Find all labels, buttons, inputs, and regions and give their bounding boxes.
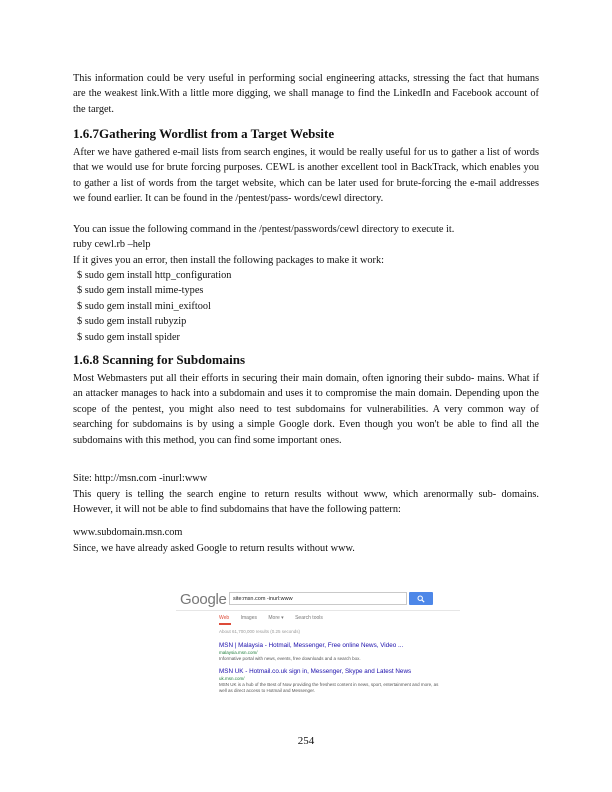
result-snippet: Informative portal with news, events, free downloads and a search box. — [219, 656, 361, 661]
install-command: $ sudo gem install mini_exiftool — [77, 301, 211, 312]
section-heading-subdomains: 1.6.8 Scanning for Subdomains — [73, 352, 246, 367]
install-command: $ sudo gem install rubyzip — [77, 316, 187, 327]
tab-search-tools[interactable]: Search tools — [295, 615, 323, 621]
search-button[interactable] — [409, 592, 433, 605]
install-command: $ sudo gem install http_configuration — [77, 270, 232, 281]
intro-paragraph: This information could be very useful in performing social engineering attacks, stressing the fact that humans are the weakest link.With a little more digging, we shall manage to find the LinkedIn and Facebook account of the target. — [73, 73, 539, 115]
page-number: 254 — [297, 735, 315, 747]
query-explanation-paragraph: This query is telling the search engine to return results without www, which arenormally sub- domains. However, it will not be able to find subdomains that have the following pattern: — [73, 489, 539, 516]
search-result — [219, 642, 439, 662]
result-snippet: MSN UK is a hub of the Best of Now providing the freshest content in news, sport, entertainment and more, as well as direct access to Hotmail and Messenger. — [219, 682, 439, 693]
install-command: $ sudo gem install mime-types — [77, 285, 204, 296]
subdomains-paragraph: Most Webmasters put all their efforts in securing their main domain, often ignoring their subdo- mains. What if an attacker manages to hack into a subdomain and uses it to compromise the main domain. Depending upon the scope of the pentest, you might also need to test subdomains for vulnerabilities. A very common way of searching for subdomains is by using a simple Google dork. Even though you won't be able to find all the subdomains with this method, you can find some important ones. — [73, 373, 539, 446]
tab-web[interactable]: Web — [219, 615, 230, 621]
install-command: $ sudo gem install spider — [77, 332, 180, 343]
command-line: ruby cewl.rb –help — [73, 239, 151, 250]
result-url: malaysia.msn.com/ — [219, 650, 258, 655]
active-tab-indicator — [219, 623, 231, 625]
since-line: Since, we have already asked Google to return results without www. — [73, 543, 355, 554]
wordlist-paragraph: After we have gathered e-mail lists from search engines, it would be really useful for us to gather a list of words that we would use for brute forcing purposes. CEWL is another excellent tool in BackTrack, which enables you to gather a list of words from the target website, which can be later used for brute-forcing the e-mail addresses we found earlier. It can be found in the /pentest/pass- words/cewl directory. — [73, 147, 539, 205]
section-heading-wordlist: 1.6.7Gathering Wordlist from a Target Website — [73, 126, 335, 141]
google-search-screenshot — [176, 588, 460, 706]
result-title-link[interactable]: MSN | Malaysia - Hotmail, Messenger, Free online News, Video ... — [219, 642, 404, 649]
header-divider — [176, 610, 460, 611]
result-title-link[interactable]: MSN UK - Hotmail.co.uk sign in, Messenger, Skype and Latest News — [219, 668, 412, 675]
search-result — [219, 668, 439, 693]
pattern-line: www.subdomain.msn.com — [73, 527, 183, 538]
tab-images[interactable]: Images — [240, 615, 257, 621]
search-input[interactable]: site:msn.com -inurl:www — [229, 592, 407, 605]
site-query-line: Site: http://msn.com -inurl:www — [73, 473, 208, 484]
tab-more[interactable]: More ▾ — [268, 615, 284, 621]
google-logo: Google — [180, 591, 227, 608]
error-line: If it gives you an error, then install the following packages to make it work: — [73, 255, 384, 266]
magnifier-icon — [417, 595, 425, 603]
search-tabs — [219, 615, 333, 621]
result-url: uk.msn.com/ — [219, 676, 245, 681]
command-intro-line: You can issue the following command in the /pentest/passwords/cewl directory to execute it. — [73, 224, 455, 235]
result-stats: About 61,700,000 results (0.25 seconds) — [219, 629, 301, 634]
